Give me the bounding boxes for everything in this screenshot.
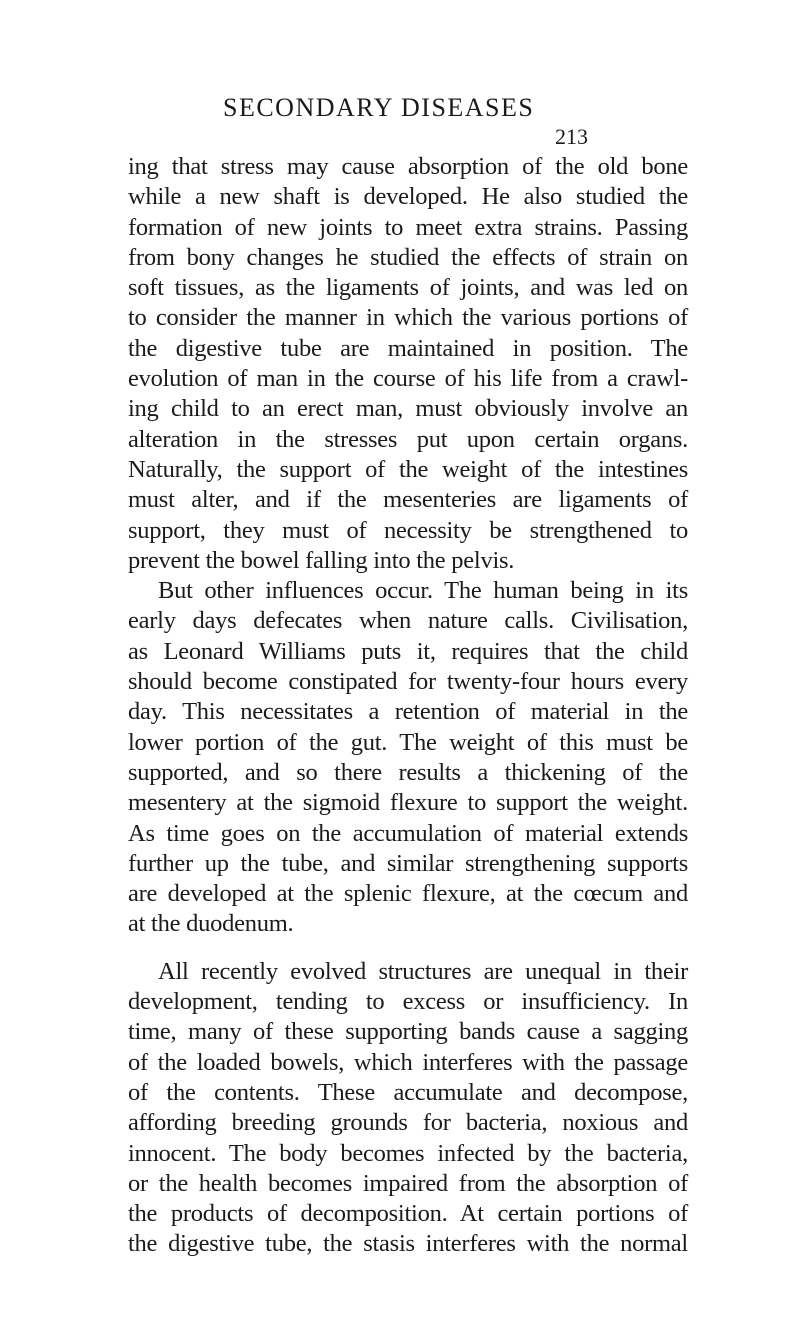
text-line: time, many of these supporting bands cause a sagging <box>128 1018 688 1046</box>
text-line: or the health becomes impaired from the absorption of <box>128 1169 688 1197</box>
text-line: must alter, and if the mesenteries are ligaments of <box>128 486 688 514</box>
text-line: at the duodenum. <box>128 910 294 938</box>
text-line: development, tending to excess or insufficiency. In <box>128 988 688 1016</box>
text-line: from bony changes he studied the effects of strain on <box>128 243 688 271</box>
text-line: support, they must of necessity be strengthened to <box>128 516 688 544</box>
text-line: to consider the manner in which the various portions of <box>128 304 688 332</box>
text-line: further up the tube, and similar strengthening supports <box>128 849 688 877</box>
paragraph-3 <box>128 957 688 1260</box>
text-line: of the loaded bowels, which interferes with the passage <box>128 1048 688 1076</box>
text-line: as Leonard Williams puts it, requires that the child <box>128 637 688 665</box>
text-line: formation of new joints to meet extra strains. Passing <box>128 213 688 241</box>
text-line: the digestive tube are maintained in position. The <box>128 334 688 362</box>
text-line: soft tissues, as the ligaments of joints, and was led on <box>128 274 688 302</box>
text-line: ing child to an erect man, must obviously involve an <box>128 395 688 423</box>
text-line: day. This necessitates a retention of material in the <box>128 698 688 726</box>
running-title: SECONDARY DISEASES <box>223 93 535 122</box>
text-line: As time goes on the accumulation of material extends <box>128 819 688 847</box>
text-line: ing that stress may cause absorption of the old bone <box>128 153 688 180</box>
text-line: All recently evolved structures are unequal in their <box>158 957 688 985</box>
running-head <box>223 93 603 123</box>
text-line: prevent the bowel falling into the pelvis. <box>128 546 515 574</box>
text-line: innocent. The body becomes infected by the bacteria, <box>128 1139 688 1167</box>
text-line: affording breeding grounds for bacteria, noxious and <box>128 1109 688 1137</box>
paragraph-2 <box>128 576 688 940</box>
paragraph-gap <box>128 940 688 957</box>
text-line: the products of decomposition. At certain portions of <box>128 1200 688 1228</box>
text-line: But other influences occur. The human being in its <box>158 577 688 605</box>
text-line: the digestive tube, the stasis interferes with the normal <box>128 1230 688 1258</box>
text-line: Naturally, the support of the weight of the intestines <box>128 455 688 483</box>
page-number: 213 <box>555 124 588 149</box>
text-line: are developed at the splenic flexure, at the cœcum and <box>128 880 688 908</box>
text-line: while a new shaft is developed. He also studied the <box>128 183 688 211</box>
text-line: of the contents. These accumulate and decompose, <box>128 1078 688 1106</box>
text-line: early days defecates when nature calls. Civilisation, <box>128 607 688 635</box>
text-line: mesentery at the sigmoid flexure to support the weight. <box>128 789 688 817</box>
paragraph-1 <box>128 152 688 576</box>
text-line: lower portion of the gut. The weight of this must be <box>128 728 688 756</box>
body-text <box>128 152 688 1260</box>
text-line: evolution of man in the course of his life from a crawl- <box>128 365 688 393</box>
text-line: should become constipated for twenty-four hours every <box>128 668 688 696</box>
text-line: alteration in the stresses put upon certain organs. <box>128 425 688 453</box>
text-line: supported, and so there results a thickening of the <box>128 758 688 786</box>
